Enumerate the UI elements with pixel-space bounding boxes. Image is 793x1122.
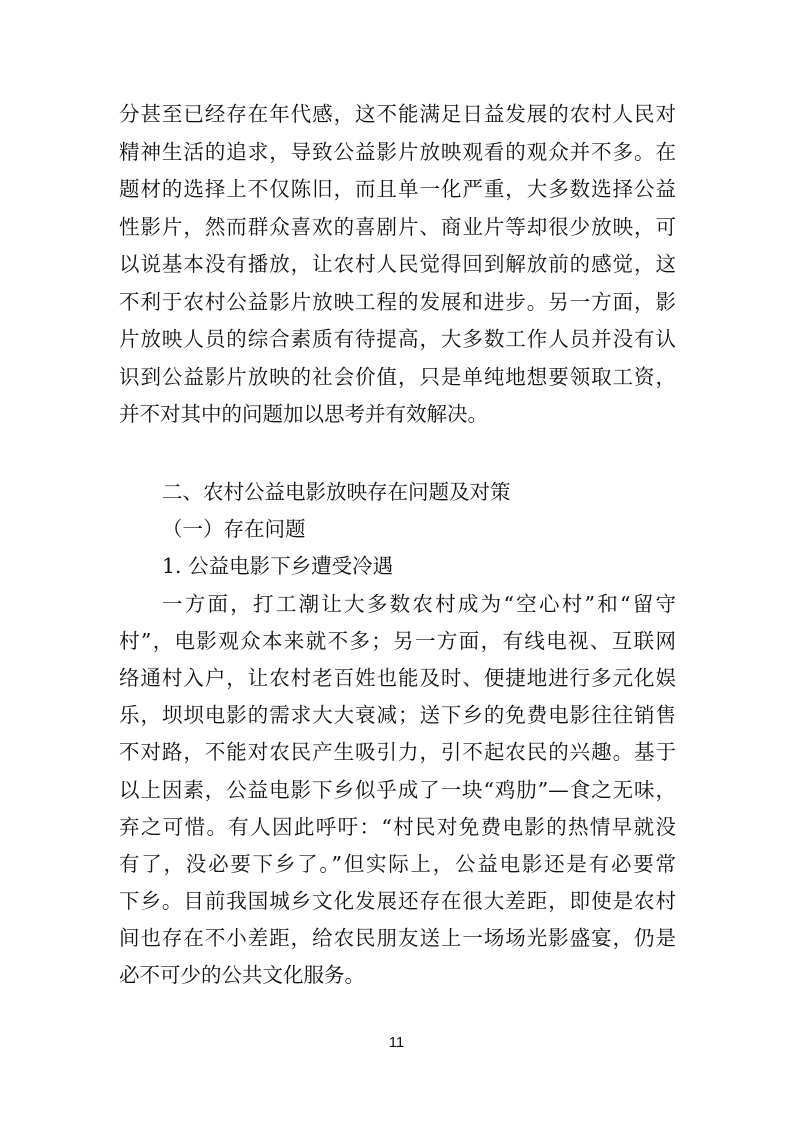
paragraph-line: 一方面，打工潮让大多数农村成为“空心村”和“留守 <box>162 591 676 616</box>
paragraph-line: 不利于农村公益影片放映工程的发展和进步。另一方面，影 <box>119 289 676 314</box>
paragraph-continued <box>0 96 793 434</box>
subsection-heading: （一）存在问题 <box>162 517 306 542</box>
paragraph-line: 识到公益影片放映的社会价值，只是单纯地想要领取工资， <box>119 364 676 389</box>
paragraph-line: 分甚至已经存在年代感，这不能满足日益发展的农村人民对 <box>119 102 676 126</box>
item-heading: 1. 公益电影下乡遭受冷遇 <box>162 554 394 579</box>
paragraph-line: 必不可少的公共文化服务。 <box>119 963 365 988</box>
paragraph-line: 乐，坝坝电影的需求大大衰减；送下乡的免费电影往往销售 <box>119 703 676 728</box>
paragraph-line: 以说基本没有播放，让农村人民觉得回到解放前的感觉，这 <box>119 252 676 276</box>
paragraph-line: 题材的选择上不仅陈旧，而且单一化严重，大多数选择公益 <box>119 177 676 201</box>
page-number: 11 <box>388 1034 405 1051</box>
paragraph-line: 并不对其中的问题加以思考并有效解决。 <box>119 402 488 426</box>
paragraph-line: 村”，电影观众本来就不多；另一方面，有线电视、互联网 <box>119 628 676 653</box>
paragraph-line: 性影片，然而群众喜欢的喜剧片、商业片等却很少放映，可 <box>119 214 676 239</box>
paragraph-line: 精神生活的追求，导致公益影片放映观看的观众并不多。在 <box>119 139 676 164</box>
paragraph-line: 有了，没必要下乡了。”但实际上，公益电影还是有必要常 <box>119 851 676 876</box>
paragraph-line: 间也存在不小差距，给农民朋友送上一场场光影盛宴，仍是 <box>119 926 676 951</box>
paragraph-line: 弃之可惜。有人因此呼吁：“村民对免费电影的热情早就没 <box>119 814 676 839</box>
paragraph-line: 下乡。目前我国城乡文化发展还存在很大差距，即使是农村 <box>119 889 676 914</box>
paragraph-line: 络通村入户，让农村老百姓也能及时、便捷地进行多元化娱 <box>119 665 676 690</box>
paragraph-line: 片放映人员的综合素质有待提高，大多数工作人员并没有认 <box>119 327 676 351</box>
section-heading: 二、农村公益电影放映存在问题及对策 <box>162 480 511 504</box>
section-block <box>0 474 793 995</box>
paragraph-line: 以上因素，公益电影下乡似乎成了一块“鸡肋”—食之无味， <box>119 777 676 802</box>
paragraph-line: 不对路，不能对农民产生吸引力，引不起农民的兴趣。基于 <box>119 740 676 765</box>
